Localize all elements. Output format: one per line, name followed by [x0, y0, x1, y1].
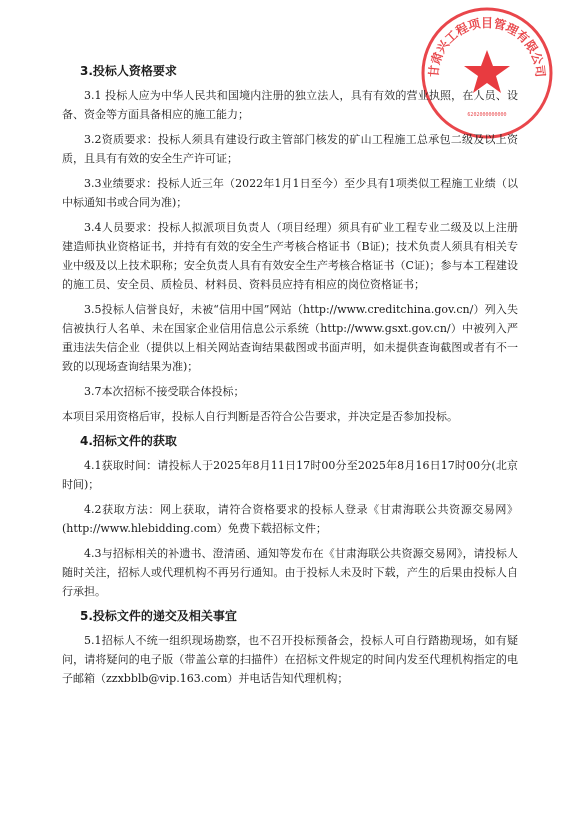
document-body — [62, 62, 518, 694]
paragraph-4-2: 4.2获取方法：网上获取，请符合资格要求的投标人登录《甘肃海联公共资源交易网》(http://www.hlebidding.com）免费下载招标文件； — [62, 503, 518, 535]
seal-text: 甘肃兴工程项目管理有限公司 — [426, 16, 548, 78]
paragraph-5-1: 5.1招标人不统一组织现场勘察，也不召开投标预备会，投标人可自行踏勘现场，如有疑问，请将疑问的电子版（带盖公章的扫描件）在招标文件规定的时间内发至代理机构指定的电子邮箱（zzxbblb@vip.163.com）并电话告知代理机构； — [62, 634, 518, 685]
paragraph-3-3: 3.3业绩要求：投标人近三年（2022年1月1日至今）至少具有1项类似工程施工业绩（以中标通知书或合同为准)； — [62, 177, 518, 209]
seal-code: 6202000000000 — [467, 112, 507, 118]
paragraph-post-qualification: 本项目采用资格后审，投标人自行判断是否符合公告要求，并决定是否参加投标。 — [62, 410, 458, 423]
section-heading-tender-docs: 4.招标文件的获取 — [80, 434, 177, 448]
paragraph-3-5: 3.5投标人信誉良好，未被“信用中国”网站（http://www.creditchina.gov.cn/）列入失信被执行人名单、未在国家企业信用信息公示系统（http://www.gsxt.gov.cn/）中被列入严重违法失信企业（提供以上相关网站查询结果截图或书面声明，如未提供查询截图或者有不一致的以现场查询结果为准)； — [62, 303, 518, 373]
paragraph-3-4: 3.4人员要求：投标人拟派项目负责人（项目经理）须具有矿业工程专业二级及以上注册建造师执业资格证书，并持有有效的安全生产考核合格证书（B证)；技术负责人须具有相关专业中级及以上技术职称；安全负责人具有有效安全生产考核合格证书（C证)；参与本工程建设的施工员、安全员、质检员、材料员、资料员应持有相应的岗位资格证书； — [62, 221, 518, 291]
paragraph-3-7: 3.7本次招标不接受联合体投标； — [84, 385, 245, 398]
section-heading-qualification: 3.投标人资格要求 — [80, 64, 177, 78]
paragraph-4-1: 4.1获取时间：请投标人于2025年8月11日17时00分至2025年8月16日17时00分(北京时间)； — [62, 459, 518, 491]
paragraph-4-3: 4.3与招标相关的补遗书、澄清函、通知等发布在《甘肃海联公共资源交易网》，请投标人随时关注，招标人或代理机构不再另行通知。由于投标人未及时下载，产生的后果由投标人自行承担。 — [62, 547, 518, 598]
paragraph-3-2: 3.2资质要求：投标人须具有建设行政主管部门核发的矿山工程施工总承包二级及以上资质，且具有有效的安全生产许可证； — [62, 133, 518, 165]
paragraph-3-1: 3.1 投标人应为中华人民共和国境内注册的独立法人，具有有效的营业执照，在人员、设备、资金等方面具备相应的施工能力； — [62, 89, 518, 121]
section-heading-submission: 5.投标文件的递交及相关事宜 — [80, 609, 237, 623]
